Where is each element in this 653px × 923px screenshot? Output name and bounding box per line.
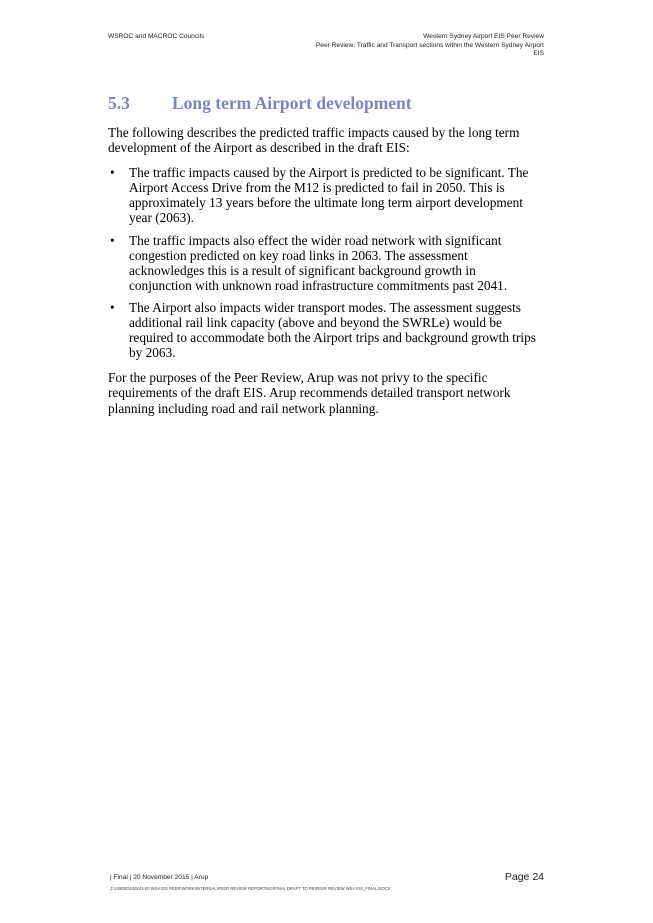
section-number: 5.3 — [108, 93, 130, 113]
footer-file-path: J:\249000\249241-00 WSA EIS PEER\WORK\INTERNAL\PEER REVIEW REPORTING\FINAL DRAFT TO PB\PEER REVIEW WSA EIS_FINAL.DOCX — [110, 886, 391, 891]
section-title: Long term Airport development — [172, 93, 412, 113]
header-title-line-1: Western Sydney Airport EIS Peer Review — [423, 33, 544, 40]
header-document-title — [244, 33, 544, 59]
bullet-icon: • — [110, 299, 115, 315]
page-number: Page 24 — [504, 871, 544, 883]
list-item-text: The traffic impacts also effect the wider road network with significant congestion predicted on key road links in 2063. The assessment acknowledges this is a result of significant background growth in conjunction with unknown road infrastructure commitments past 2041. — [129, 232, 508, 293]
bullet-icon: • — [110, 165, 115, 181]
bullet-icon: • — [110, 232, 115, 248]
list-item — [108, 233, 540, 293]
closing-paragraph: For the purposes of the Peer Review, Arup was not privy to the specific requirements of the draft EIS. Arup recommends detailed transport network planning including road and rail network planning. — [108, 370, 511, 416]
list-item — [108, 165, 540, 225]
intro-paragraph: The following describes the predicted traffic impacts caused by the long term development of the Airport as described in the draft EIS: — [108, 125, 520, 156]
section-heading — [108, 93, 412, 114]
list-item-text: The traffic impacts caused by the Airport is predicted to be significant. The Airport Access Drive from the M12 is predicted to fail in 2050. This is approximately 13 years before the ultimate long term airport development year (2063). — [129, 165, 529, 226]
header-organization: WSROC and MACROC Councils — [108, 33, 205, 40]
list-item-text: The Airport also impacts wider transport modes. The assessment suggests additional rail link capacity (above and beyond the SWRLe) would be required to accommodate both the Airport trips and background growth trips by 2063. — [129, 299, 536, 361]
header-title-line-3: EIS — [533, 50, 544, 58]
list-item — [108, 300, 540, 360]
footer-status: | Final | 20 November 2015 | Arup — [110, 874, 209, 881]
body-content — [108, 125, 540, 426]
impact-list — [108, 165, 540, 360]
header-title-line-2: Peer Review: Traffic and Transport sections within the Western Sydney Airport — [315, 41, 544, 49]
